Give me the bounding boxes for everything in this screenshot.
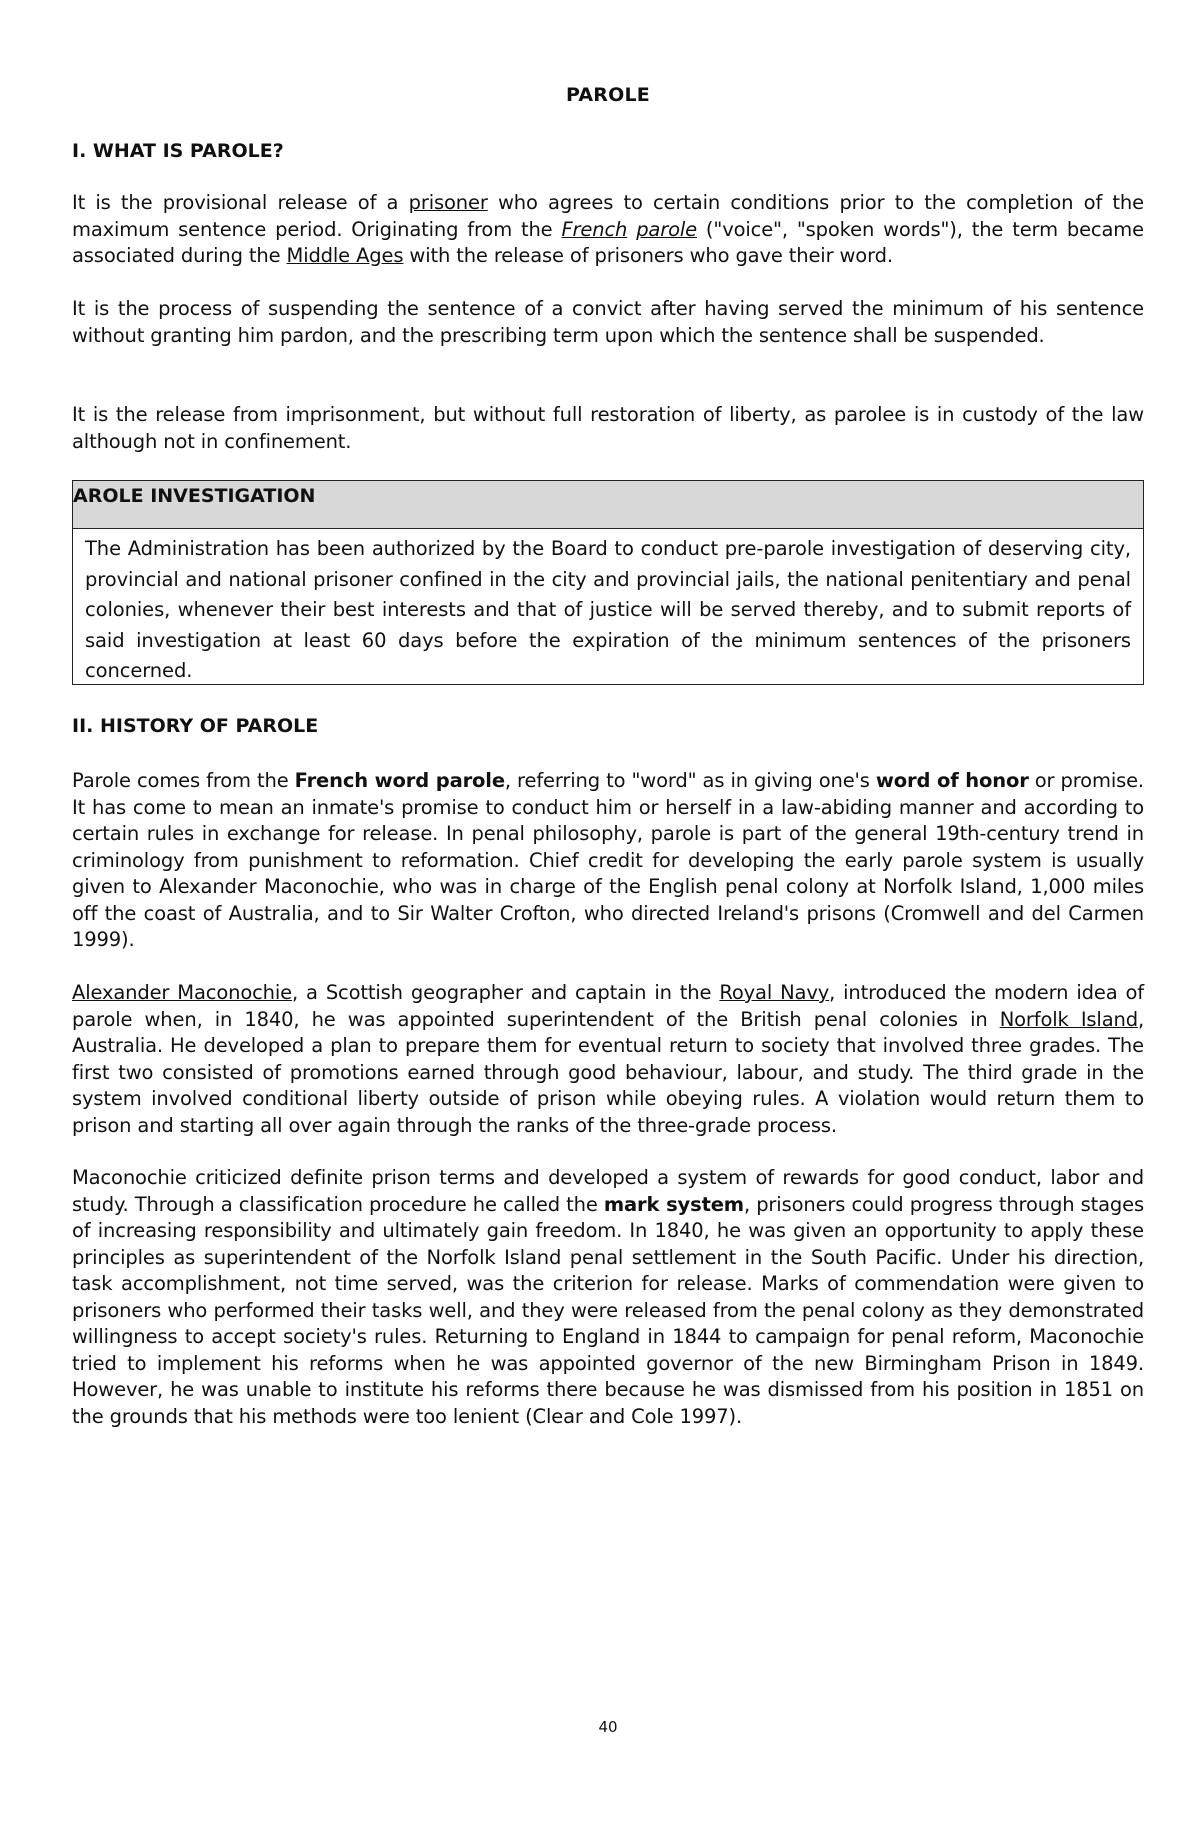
link-prisoner[interactable]: prisoner [408, 191, 488, 214]
paragraph-definition-2: It is the process of suspending the sentence of a convict after having served the minimum of his sentence without granting him pardon, and the prescribing term upon which the sentence shall be suspended. [72, 297, 1144, 347]
parole-investigation-box [72, 480, 1144, 685]
link-norfolk-island[interactable]: Norfolk Island [999, 1007, 1138, 1031]
paragraph-history-1: Parole comes from the French word parole, referring to "word" as in giving one's word of honor or promise. It has come to mean an inmate's promise to conduct him or herself in a law-abiding manner and according to certain rules in exchange for release. In penal philosophy, parole is part of the general 19th-century trend in criminology from punishment to reformation. Chief credit for developing the early parole system is usually given to Alexander Maconochie, who was in charge of the English penal colony at Norfolk Island, 1,000 miles off the coast of Australia, and to Sir Walter Crofton, who directed Ireland's prisons (Cromwell and del Carmen 1999). [72, 769, 1144, 951]
link-middle-ages[interactable]: Middle Ages [286, 244, 404, 267]
paragraph-definition-1: It is the provisional release of a prisoner who agrees to certain conditions prior to the completion of the maximum sentence period. Originating from the French parole ("voice", "spoken words"), the term became associated during the Middle Ages with the release of prisoners who gave their word. [72, 191, 1144, 267]
paragraph-history-2: Alexander Maconochie, a Scottish geographer and captain in the Royal Navy, introduced the modern idea of parole when, in 1840, he was appointed superintendent of the British penal colonies in Norfolk Island, Australia. He developed a plan to prepare them for eventual return to society that involved three grades. The first two consisted of promotions earned through good behaviour, labour, and study. The third grade in the system involved conditional liberty outside of prison while obeying rules. A violation would return them to prison and starting all over again through the ranks of the three-grade process. [72, 981, 1144, 1137]
link-french[interactable]: French [561, 217, 628, 241]
section-heading-history: II. HISTORY OF PAROLE [72, 715, 319, 737]
paragraph-definition-3: It is the release from imprisonment, but without full restoration of liberty, as parolee is in custody of the law although not in confinement. [72, 403, 1144, 453]
paragraph-history-3: Maconochie criticized definite prison terms and developed a system of rewards for good conduct, labor and study. Through a classification procedure he called the mark system, prisoners could progress through stages of increasing responsibility and ultimately gain freedom. In 1840, he was given an opportunity to apply these principles as superintendent of the Norfolk Island penal settlement in the South Pacific. Under his direction, task accomplishment, not time served, was the criterion for release. Marks of commendation were given to prisoners who performed their tasks well, and they were released from the penal colony as they demonstrated willingness to accept society's rules. Returning to England in 1844 to campaign for penal reform, Maconochie tried to implement his reforms when he was appointed governor of the new Birmingham Prison in 1849. However, he was unable to institute his reforms there because he was dismissed from his position in 1851 on the grounds that his methods were too lenient (Clear and Cole 1997). [72, 1166, 1144, 1428]
box-body-text: The Administration has been authorized by the Board to conduct pre-parole investigation of deserving city, provincial and national prisoner confined in the city and provincial jails, the national penitentiary and penal colonies, whenever their best interests and that of justice will be served thereby, and to submit reports of said investigation at least 60 days before the expiration of the minimum sentences of the prisoners concerned. [85, 537, 1131, 682]
bold-french-word-parole: French word parole [294, 769, 505, 792]
bold-mark-system: mark system [603, 1192, 744, 1216]
word-parole: parole [636, 217, 697, 241]
box-heading: AROLE INVESTIGATION [73, 481, 1143, 529]
page-number: 40 [598, 1718, 618, 1736]
link-alexander-maconochie[interactable]: Alexander Maconochie [72, 981, 292, 1004]
link-royal-navy[interactable]: Royal Navy [719, 981, 830, 1004]
section-heading-what-is-parole: I. WHAT IS PAROLE? [72, 140, 284, 162]
bold-word-of-honor: word of honor [875, 769, 1029, 792]
page-title: PAROLE [566, 84, 650, 106]
